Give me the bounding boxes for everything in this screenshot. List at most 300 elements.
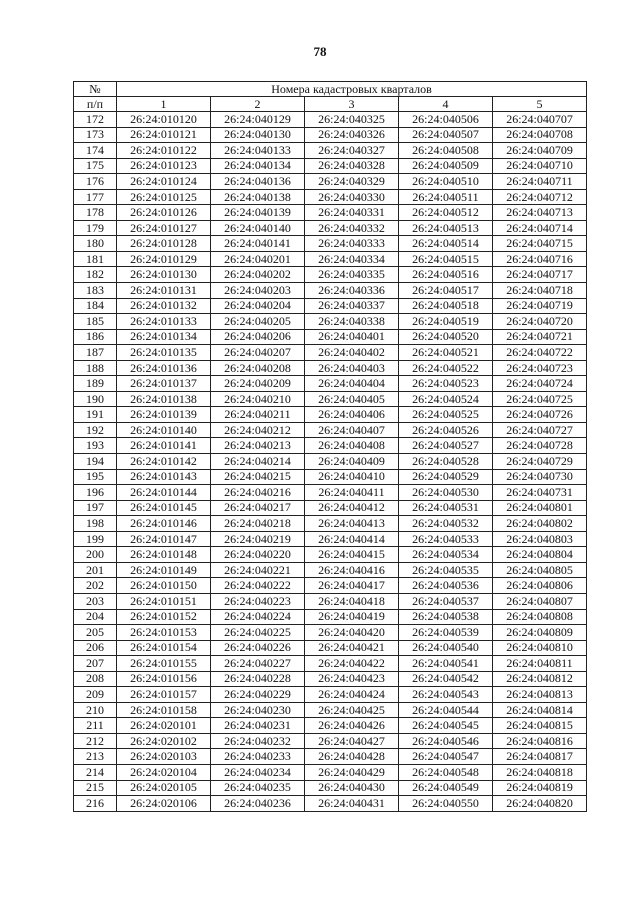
- cadastral-quarter-cell: 26:24:040425: [305, 702, 399, 718]
- cadastral-quarter-cell: 26:24:040815: [493, 718, 587, 734]
- cadastral-quarter-cell: 26:24:040431: [305, 796, 399, 812]
- table-row: [74, 220, 587, 236]
- cadastral-quarter-cell: 26:24:010147: [117, 531, 211, 547]
- cadastral-quarter-cell: 26:24:040326: [305, 127, 399, 143]
- cadastral-quarter-cell: 26:24:040327: [305, 143, 399, 159]
- cadastral-quarter-cell: 26:24:040139: [211, 205, 305, 221]
- table-row: [74, 718, 587, 734]
- cadastral-quarter-cell: 26:24:040710: [493, 158, 587, 174]
- table-row: [74, 516, 587, 532]
- cadastral-quarter-cell: 26:24:040539: [399, 625, 493, 641]
- cadastral-quarter-cell: 26:24:040541: [399, 656, 493, 672]
- cadastral-quarter-cell: 26:24:040228: [211, 671, 305, 687]
- cadastral-quarter-cell: 26:24:040336: [305, 283, 399, 299]
- row-number: 178: [74, 205, 117, 221]
- cadastral-quarter-cell: 26:24:040230: [211, 702, 305, 718]
- cadastral-quarter-cell: 26:24:040515: [399, 251, 493, 267]
- table-row: [74, 671, 587, 687]
- cadastral-quarter-cell: 26:24:020104: [117, 764, 211, 780]
- cadastral-quarter-cell: 26:24:040527: [399, 438, 493, 454]
- cadastral-quarter-cell: 26:24:010148: [117, 547, 211, 563]
- cadastral-quarter-cell: 26:24:040804: [493, 547, 587, 563]
- row-number: 173: [74, 127, 117, 143]
- cadastral-quarter-cell: 26:24:040222: [211, 578, 305, 594]
- cadastral-quarter-cell: 26:24:040520: [399, 329, 493, 345]
- page-number: 78: [313, 44, 327, 59]
- cadastral-quarter-cell: 26:24:040718: [493, 283, 587, 299]
- cadastral-quarter-cell: 26:24:040424: [305, 687, 399, 703]
- cadastral-quarter-cell: 26:24:010135: [117, 345, 211, 361]
- row-number: 176: [74, 174, 117, 190]
- cadastral-quarter-cell: 26:24:040509: [399, 158, 493, 174]
- row-number: 181: [74, 251, 117, 267]
- cadastral-quarter-cell: 26:24:040513: [399, 220, 493, 236]
- cadastral-quarter-cell: 26:24:040231: [211, 718, 305, 734]
- cadastral-quarter-cell: 26:24:040521: [399, 345, 493, 361]
- table-row: [74, 656, 587, 672]
- cadastral-quarter-cell: 26:24:040205: [211, 314, 305, 330]
- cadastral-quarter-cell: 26:24:040428: [305, 749, 399, 765]
- cadastral-quarter-cell: 26:24:040722: [493, 345, 587, 361]
- cadastral-quarter-cell: 26:24:040714: [493, 220, 587, 236]
- table-row: [74, 687, 587, 703]
- cadastral-quarter-cell: 26:24:040816: [493, 733, 587, 749]
- cadastral-quarter-cell: 26:24:040724: [493, 376, 587, 392]
- cadastral-quarter-cell: 26:24:040810: [493, 640, 587, 656]
- row-number: 208: [74, 671, 117, 687]
- cadastral-quarter-cell: 26:24:040201: [211, 251, 305, 267]
- cadastral-quarter-cell: 26:24:040223: [211, 593, 305, 609]
- cadastral-quarter-cell: 26:24:010149: [117, 562, 211, 578]
- cadastral-quarter-cell: 26:24:040226: [211, 640, 305, 656]
- table-row: [74, 314, 587, 330]
- cadastral-quarter-cell: 26:24:040537: [399, 593, 493, 609]
- cadastral-quarter-cell: 26:24:010141: [117, 438, 211, 454]
- cadastral-quarter-cell: 26:24:010127: [117, 220, 211, 236]
- cadastral-quarter-cell: 26:24:040419: [305, 609, 399, 625]
- table-row: [74, 158, 587, 174]
- cadastral-quarter-cell: 26:24:040545: [399, 718, 493, 734]
- row-number: 199: [74, 531, 117, 547]
- cadastral-quarter-cell: 26:24:010122: [117, 143, 211, 159]
- row-number: 184: [74, 298, 117, 314]
- cadastral-quarter-cell: 26:24:010134: [117, 329, 211, 345]
- cadastral-quarter-cell: 26:24:040212: [211, 422, 305, 438]
- cadastral-quarter-cell: 26:24:040809: [493, 625, 587, 641]
- cadastral-quarter-cell: 26:24:040812: [493, 671, 587, 687]
- table-row: [74, 702, 587, 718]
- header-column-number: 4: [399, 97, 493, 112]
- row-number: 185: [74, 314, 117, 330]
- cadastral-quarter-cell: 26:24:040707: [493, 112, 587, 128]
- cadastral-quarter-cell: 26:24:040817: [493, 749, 587, 765]
- cadastral-quarter-cell: 26:24:040546: [399, 733, 493, 749]
- cadastral-quarter-cell: 26:24:040536: [399, 578, 493, 594]
- cadastral-quarter-cell: 26:24:040519: [399, 314, 493, 330]
- row-number: 201: [74, 562, 117, 578]
- cadastral-quarter-cell: 26:24:040409: [305, 454, 399, 470]
- cadastral-quarter-cell: 26:24:040403: [305, 360, 399, 376]
- row-number: 204: [74, 609, 117, 625]
- row-number: 182: [74, 267, 117, 283]
- cadastral-quarter-cell: 26:24:040206: [211, 329, 305, 345]
- table-row: [74, 625, 587, 641]
- row-number: 197: [74, 500, 117, 516]
- cadastral-quarter-cell: 26:24:010140: [117, 422, 211, 438]
- cadastral-quarter-cell: 26:24:040430: [305, 780, 399, 796]
- cadastral-quarter-cell: 26:24:040805: [493, 562, 587, 578]
- cadastral-quarter-cell: 26:24:040802: [493, 516, 587, 532]
- cadastral-quarter-cell: 26:24:040213: [211, 438, 305, 454]
- row-number: 194: [74, 454, 117, 470]
- cadastral-quarter-cell: 26:24:010129: [117, 251, 211, 267]
- header-row-top: [74, 82, 587, 97]
- cadastral-quarter-cell: 26:24:040221: [211, 562, 305, 578]
- cadastral-quarter-cell: 26:24:040542: [399, 671, 493, 687]
- cadastral-quarter-cell: 26:24:040514: [399, 236, 493, 252]
- cadastral-quarter-cell: 26:24:040820: [493, 796, 587, 812]
- cadastral-quarter-cell: 26:24:040538: [399, 609, 493, 625]
- cadastral-quarter-cell: 26:24:040510: [399, 174, 493, 190]
- cadastral-quarter-cell: 26:24:010152: [117, 609, 211, 625]
- cadastral-quarter-cell: 26:24:020101: [117, 718, 211, 734]
- cadastral-quarter-cell: 26:24:040225: [211, 625, 305, 641]
- cadastral-quarter-cell: 26:24:040708: [493, 127, 587, 143]
- table-row: [74, 764, 587, 780]
- cadastral-quarter-cell: 26:24:040215: [211, 469, 305, 485]
- cadastral-quarter-cell: 26:24:040522: [399, 360, 493, 376]
- cadastral-quarter-cell: 26:24:040523: [399, 376, 493, 392]
- cadastral-quarter-cell: 26:24:040818: [493, 764, 587, 780]
- table-row: [74, 143, 587, 159]
- row-number: 193: [74, 438, 117, 454]
- table-row: [74, 500, 587, 516]
- cadastral-quarter-cell: 26:24:040525: [399, 407, 493, 423]
- cadastral-quarter-cell: 26:24:010123: [117, 158, 211, 174]
- cadastral-quarter-cell: 26:24:040715: [493, 236, 587, 252]
- cadastral-quarter-cell: 26:24:040217: [211, 500, 305, 516]
- row-number: 203: [74, 593, 117, 609]
- table-row: [74, 251, 587, 267]
- cadastral-quarter-cell: 26:24:040413: [305, 516, 399, 532]
- table-row: [74, 127, 587, 143]
- cadastral-quarter-cell: 26:24:040709: [493, 143, 587, 159]
- cadastral-quarter-cell: 26:24:040335: [305, 267, 399, 283]
- table-row: [74, 469, 587, 485]
- cadastral-quarter-cell: 26:24:040410: [305, 469, 399, 485]
- row-number: 180: [74, 236, 117, 252]
- cadastral-quarter-cell: 26:24:040332: [305, 220, 399, 236]
- row-number: 212: [74, 733, 117, 749]
- table-row: [74, 391, 587, 407]
- cadastral-quarter-cell: 26:24:040811: [493, 656, 587, 672]
- table-row: [74, 438, 587, 454]
- cadastral-quarter-cell: 26:24:010143: [117, 469, 211, 485]
- cadastral-quarter-cell: 26:24:040534: [399, 547, 493, 563]
- cadastral-quarter-cell: 26:24:040227: [211, 656, 305, 672]
- header-column-number: 2: [211, 97, 305, 112]
- table-row: [74, 189, 587, 205]
- table-row: [74, 422, 587, 438]
- cadastral-quarter-cell: 26:24:040426: [305, 718, 399, 734]
- cadastral-quarter-cell: 26:24:040549: [399, 780, 493, 796]
- cadastral-quarter-cell: 26:24:040236: [211, 796, 305, 812]
- cadastral-quarter-cell: 26:24:040548: [399, 764, 493, 780]
- cadastral-quarter-cell: 26:24:040338: [305, 314, 399, 330]
- cadastral-quarter-cell: 26:24:040411: [305, 485, 399, 501]
- row-number: 186: [74, 329, 117, 345]
- cadastral-quarter-cell: 26:24:040711: [493, 174, 587, 190]
- row-number: 206: [74, 640, 117, 656]
- cadastral-quarter-cell: 26:24:040550: [399, 796, 493, 812]
- row-number: 172: [74, 112, 117, 128]
- cadastral-quarter-cell: 26:24:040427: [305, 733, 399, 749]
- table-row: [74, 376, 587, 392]
- row-number: 205: [74, 625, 117, 641]
- cadastral-quarter-cell: 26:24:040528: [399, 454, 493, 470]
- cadastral-quarter-cell: 26:24:040526: [399, 422, 493, 438]
- header-number-sublabel: п/п: [74, 97, 117, 112]
- cadastral-quarter-cell: 26:24:040543: [399, 687, 493, 703]
- header-group-title: Номера кадастровых кварталов: [117, 82, 587, 97]
- table-row: [74, 531, 587, 547]
- cadastral-quarter-cell: 26:24:010146: [117, 516, 211, 532]
- cadastral-quarter-cell: 26:24:040407: [305, 422, 399, 438]
- cadastral-quarter-cell: 26:24:040725: [493, 391, 587, 407]
- row-number: 175: [74, 158, 117, 174]
- cadastral-quarter-cell: 26:24:040531: [399, 500, 493, 516]
- cadastral-quarter-cell: 26:24:040404: [305, 376, 399, 392]
- cadastral-quarter-cell: 26:24:040511: [399, 189, 493, 205]
- cadastral-quarter-cell: 26:24:020102: [117, 733, 211, 749]
- table-row: [74, 485, 587, 501]
- cadastral-quarter-cell: 26:24:040229: [211, 687, 305, 703]
- cadastral-quarter-cell: 26:24:040414: [305, 531, 399, 547]
- header-column-number: 3: [305, 97, 399, 112]
- cadastral-quarter-cell: 26:24:040129: [211, 112, 305, 128]
- cadastral-quarter-cell: 26:24:040529: [399, 469, 493, 485]
- cadastral-quarter-cell: 26:24:040506: [399, 112, 493, 128]
- cadastral-quarter-cell: 26:24:040518: [399, 298, 493, 314]
- cadastral-quarter-cell: 26:24:040208: [211, 360, 305, 376]
- cadastral-quarter-cell: 26:24:040807: [493, 593, 587, 609]
- row-number: 188: [74, 360, 117, 376]
- cadastral-quarter-cell: 26:24:010156: [117, 671, 211, 687]
- cadastral-quarter-cell: 26:24:040406: [305, 407, 399, 423]
- cadastral-quarter-cell: 26:24:010145: [117, 500, 211, 516]
- cadastral-quarter-cell: 26:24:040512: [399, 205, 493, 221]
- cadastral-quarter-cell: 26:24:010133: [117, 314, 211, 330]
- cadastral-quarter-cell: 26:24:040402: [305, 345, 399, 361]
- cadastral-quarter-cell: 26:24:040418: [305, 593, 399, 609]
- table-row: [74, 749, 587, 765]
- cadastral-quarter-cell: 26:24:040730: [493, 469, 587, 485]
- cadastral-quarter-cell: 26:24:040219: [211, 531, 305, 547]
- row-number: 215: [74, 780, 117, 796]
- table-header: [74, 82, 587, 112]
- row-number: 190: [74, 391, 117, 407]
- table-row: [74, 780, 587, 796]
- cadastral-quarter-cell: 26:24:040727: [493, 422, 587, 438]
- cadastral-quarter-cell: 26:24:010126: [117, 205, 211, 221]
- cadastral-quarter-cell: 26:24:010151: [117, 593, 211, 609]
- row-number: 213: [74, 749, 117, 765]
- cadastral-quarter-cell: 26:24:010121: [117, 127, 211, 143]
- cadastral-quarter-cell: 26:24:040429: [305, 764, 399, 780]
- cadastral-quarter-cell: 26:24:040517: [399, 283, 493, 299]
- cadastral-quarter-cell: 26:24:040134: [211, 158, 305, 174]
- cadastral-quarter-cell: 26:24:040421: [305, 640, 399, 656]
- cadastral-quarter-cell: 26:24:040530: [399, 485, 493, 501]
- table-row: [74, 345, 587, 361]
- row-number: 210: [74, 702, 117, 718]
- cadastral-quarter-cell: 26:24:040405: [305, 391, 399, 407]
- cadastral-quarter-cell: 26:24:040420: [305, 625, 399, 641]
- cadastral-quarter-cell: 26:24:010154: [117, 640, 211, 656]
- row-number: 202: [74, 578, 117, 594]
- row-number: 196: [74, 485, 117, 501]
- cadastral-quarter-cell: 26:24:040415: [305, 547, 399, 563]
- row-number: 191: [74, 407, 117, 423]
- row-number: 179: [74, 220, 117, 236]
- cadastral-quarter-cell: 26:24:040214: [211, 454, 305, 470]
- cadastral-quarter-cell: 26:24:010125: [117, 189, 211, 205]
- cadastral-quarter-cell: 26:24:040731: [493, 485, 587, 501]
- cadastral-quarter-cell: 26:24:040412: [305, 500, 399, 516]
- table-row: [74, 283, 587, 299]
- cadastral-quarter-cell: 26:24:010130: [117, 267, 211, 283]
- cadastral-quarter-cell: 26:24:040417: [305, 578, 399, 594]
- cadastral-quarter-cell: 26:24:040209: [211, 376, 305, 392]
- cadastral-quarter-cell: 26:24:040204: [211, 298, 305, 314]
- cadastral-quarter-cell: 26:24:040325: [305, 112, 399, 128]
- cadastral-quarter-cell: 26:24:040423: [305, 671, 399, 687]
- cadastral-quarter-cell: 26:24:010128: [117, 236, 211, 252]
- row-number: 198: [74, 516, 117, 532]
- cadastral-quarter-cell: 26:24:040819: [493, 780, 587, 796]
- cadastral-quarter-cell: 26:24:040329: [305, 174, 399, 190]
- cadastral-quarter-cell: 26:24:040235: [211, 780, 305, 796]
- cadastral-quarter-cell: 26:24:020106: [117, 796, 211, 812]
- cadastral-quarter-cell: 26:24:040712: [493, 189, 587, 205]
- cadastral-quarter-cell: 26:24:010153: [117, 625, 211, 641]
- table-row: [74, 267, 587, 283]
- cadastral-quarter-cell: 26:24:010155: [117, 656, 211, 672]
- cadastral-quarter-cell: 26:24:040721: [493, 329, 587, 345]
- cadastral-quarter-cell: 26:24:010142: [117, 454, 211, 470]
- cadastral-quarter-cell: 26:24:040719: [493, 298, 587, 314]
- cadastral-quarter-cell: 26:24:040133: [211, 143, 305, 159]
- cadastral-quarter-cell: 26:24:040337: [305, 298, 399, 314]
- cadastral-quarter-cell: 26:24:040138: [211, 189, 305, 205]
- cadastral-quarter-cell: 26:24:010136: [117, 360, 211, 376]
- table-row: [74, 360, 587, 376]
- cadastral-quarter-cell: 26:24:040328: [305, 158, 399, 174]
- cadastral-quarter-cell: 26:24:040136: [211, 174, 305, 190]
- row-number: 189: [74, 376, 117, 392]
- cadastral-quarter-cell: 26:24:010138: [117, 391, 211, 407]
- cadastral-quarter-cell: 26:24:040333: [305, 236, 399, 252]
- cadastral-quarter-cell: 26:24:040813: [493, 687, 587, 703]
- cadastral-quarter-cell: 26:24:040207: [211, 345, 305, 361]
- row-number: 195: [74, 469, 117, 485]
- table-row: [74, 562, 587, 578]
- cadastral-quarter-cell: 26:24:040218: [211, 516, 305, 532]
- cadastral-quarter-cell: 26:24:040220: [211, 547, 305, 563]
- cadastral-quarter-cell: 26:24:040532: [399, 516, 493, 532]
- cadastral-quarter-cell: 26:24:040233: [211, 749, 305, 765]
- cadastral-quarter-cell: 26:24:040408: [305, 438, 399, 454]
- cadastral-quarter-cell: 26:24:020105: [117, 780, 211, 796]
- cadastral-quarter-cell: 26:24:010150: [117, 578, 211, 594]
- table-row: [74, 593, 587, 609]
- cadastral-quarters-table: [73, 81, 587, 812]
- cadastral-quarter-cell: 26:24:010158: [117, 702, 211, 718]
- cadastral-quarter-cell: 26:24:020103: [117, 749, 211, 765]
- table-row: [74, 205, 587, 221]
- table-row: [74, 733, 587, 749]
- table-row: [74, 174, 587, 190]
- cadastral-quarter-cell: 26:24:010120: [117, 112, 211, 128]
- cadastral-quarter-cell: 26:24:040717: [493, 267, 587, 283]
- cadastral-quarter-cell: 26:24:040806: [493, 578, 587, 594]
- cadastral-quarter-cell: 26:24:040814: [493, 702, 587, 718]
- table-row: [74, 796, 587, 812]
- cadastral-quarter-cell: 26:24:040728: [493, 438, 587, 454]
- cadastral-quarter-cell: 26:24:040330: [305, 189, 399, 205]
- cadastral-quarter-cell: 26:24:040416: [305, 562, 399, 578]
- row-number: 209: [74, 687, 117, 703]
- cadastral-quarter-cell: 26:24:010144: [117, 485, 211, 501]
- cadastral-quarter-cell: 26:24:040334: [305, 251, 399, 267]
- row-number: 200: [74, 547, 117, 563]
- header-number-label: №: [74, 82, 117, 97]
- cadastral-quarter-cell: 26:24:040729: [493, 454, 587, 470]
- cadastral-quarter-cell: 26:24:040524: [399, 391, 493, 407]
- table-row: [74, 547, 587, 563]
- cadastral-quarter-cell: 26:24:010131: [117, 283, 211, 299]
- row-number: 214: [74, 764, 117, 780]
- table-row: [74, 609, 587, 625]
- cadastral-quarter-cell: 26:24:040713: [493, 205, 587, 221]
- cadastral-quarter-cell: 26:24:040507: [399, 127, 493, 143]
- row-number: 177: [74, 189, 117, 205]
- cadastral-quarter-cell: 26:24:040535: [399, 562, 493, 578]
- cadastral-quarter-cell: 26:24:040232: [211, 733, 305, 749]
- cadastral-quarter-cell: 26:24:040533: [399, 531, 493, 547]
- row-number: 211: [74, 718, 117, 734]
- cadastral-quarter-cell: 26:24:040720: [493, 314, 587, 330]
- table-row: [74, 454, 587, 470]
- header-row-bottom: [74, 97, 587, 112]
- cadastral-quarter-cell: 26:24:040331: [305, 205, 399, 221]
- cadastral-quarter-cell: 26:24:040203: [211, 283, 305, 299]
- table-row: [74, 236, 587, 252]
- cadastral-quarter-cell: 26:24:040723: [493, 360, 587, 376]
- row-number: 207: [74, 656, 117, 672]
- table-row: [74, 329, 587, 345]
- table-body: [74, 112, 587, 812]
- cadastral-quarter-cell: 26:24:040726: [493, 407, 587, 423]
- cadastral-quarter-cell: 26:24:040141: [211, 236, 305, 252]
- cadastral-quarter-cell: 26:24:010132: [117, 298, 211, 314]
- header-column-number: 1: [117, 97, 211, 112]
- cadastral-quarter-cell: 26:24:010139: [117, 407, 211, 423]
- row-number: 187: [74, 345, 117, 361]
- cadastral-quarter-cell: 26:24:040803: [493, 531, 587, 547]
- cadastral-quarter-cell: 26:24:040224: [211, 609, 305, 625]
- cadastral-quarter-cell: 26:24:010137: [117, 376, 211, 392]
